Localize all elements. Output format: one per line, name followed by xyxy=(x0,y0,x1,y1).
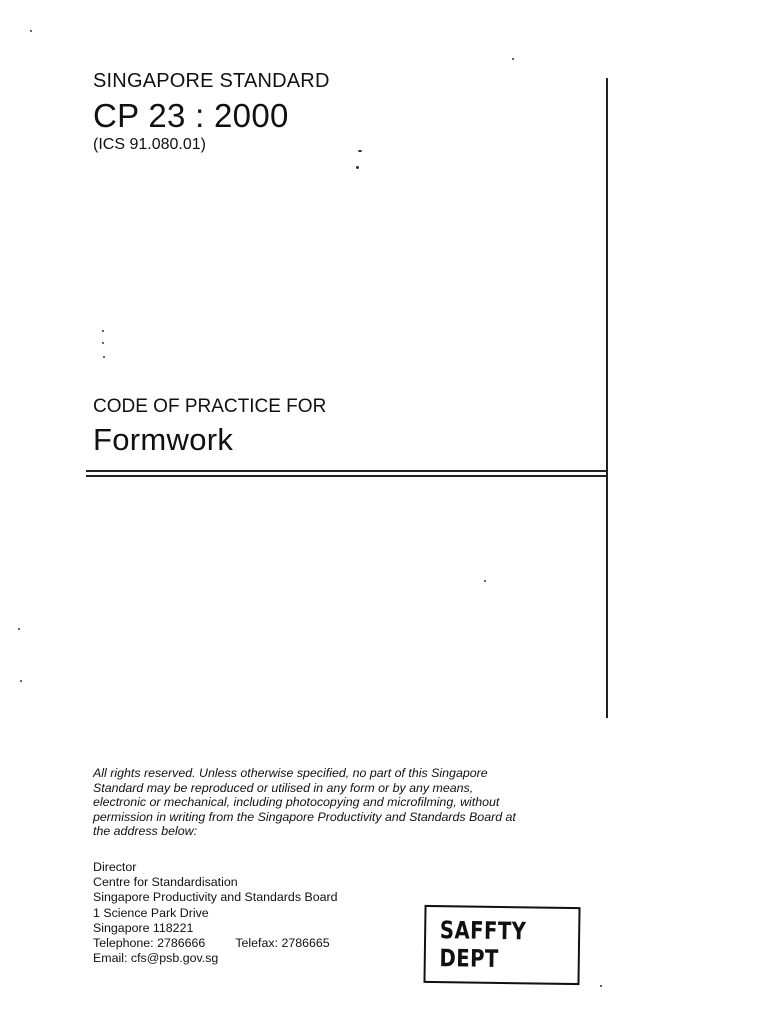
scan-speck xyxy=(20,680,22,682)
title-rule-bottom xyxy=(86,475,606,477)
copyright-line: the address below: xyxy=(93,824,198,838)
address-email: Email: cfs@psb.gov.sg xyxy=(93,951,219,966)
frame-vertical-rule xyxy=(606,78,608,718)
address-department: Centre for Standardisation xyxy=(93,875,238,890)
document-title: Formwork xyxy=(93,422,234,457)
safety-dept-stamp xyxy=(423,905,580,985)
standard-label: SINGAPORE STANDARD xyxy=(93,70,330,92)
copyright-line: Standard may be reproduced or utilised in any form or by any means, xyxy=(93,780,474,795)
contact-address xyxy=(93,860,338,966)
scan-speck xyxy=(103,356,105,358)
address-city: Singapore 118221 xyxy=(93,920,194,935)
stamp-text: SAFFTY DEPT xyxy=(439,916,527,973)
copyright-line: All rights reserved. Unless otherwise specified, no part of this Singapore xyxy=(93,766,488,780)
scan-speck xyxy=(30,30,32,32)
scan-speck xyxy=(512,58,514,60)
scan-speck xyxy=(356,166,359,169)
address-telefax: Telefax: 2786665 xyxy=(235,936,330,951)
scan-speck xyxy=(102,342,104,344)
standard-number: CP 23 : 2000 xyxy=(93,97,289,134)
scan-speck xyxy=(102,330,104,332)
copyright-line: permission in writing from the Singapore Productivity and Standards Board at xyxy=(93,809,516,824)
ics-code: (ICS 91.080.01) xyxy=(93,136,206,153)
scan-speck xyxy=(600,985,602,987)
copyright-notice xyxy=(93,766,583,839)
copyright-line: electronic or mechanical, including photocopying and microfilming, without xyxy=(93,795,500,809)
scan-speck xyxy=(18,628,20,630)
address-role: Director xyxy=(93,860,137,874)
scan-speck xyxy=(358,150,362,152)
title-rule-top xyxy=(86,470,606,472)
address-street: 1 Science Park Drive xyxy=(93,905,209,920)
scan-speck xyxy=(484,580,486,582)
address-phone-row xyxy=(93,936,338,951)
address-organisation: Singapore Productivity and Standards Board xyxy=(93,890,338,905)
code-of-practice-label: CODE OF PRACTICE FOR xyxy=(93,396,327,417)
address-telephone: Telephone: 2786666 xyxy=(93,936,206,951)
